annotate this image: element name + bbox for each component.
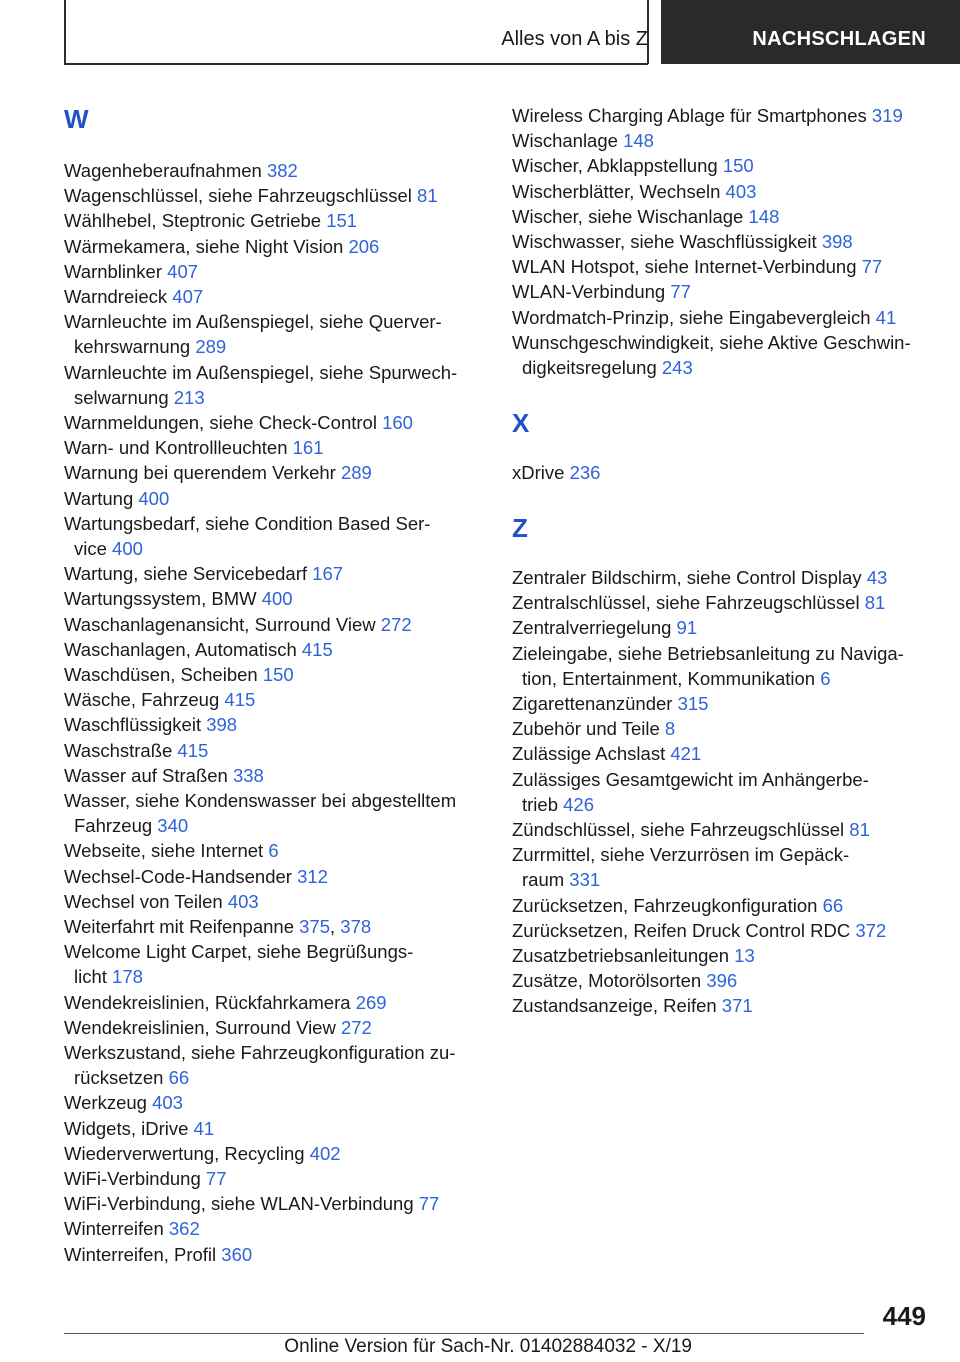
index-term: Warnleuchte im Außenspiegel, siehe Querver- — [64, 311, 442, 333]
index-entry — [64, 939, 413, 989]
index-term: Waschanlagen, Automatisch — [64, 638, 302, 660]
index-entry — [512, 254, 882, 279]
page-link[interactable]: 151 — [326, 210, 358, 232]
index-term: Zusätze, Motorölsorten — [512, 970, 707, 992]
index-entry — [512, 893, 843, 918]
index-entry — [64, 158, 298, 183]
page-link[interactable]: 77 — [418, 1193, 440, 1215]
index-entry — [64, 1166, 226, 1191]
page-link[interactable]: 150 — [262, 664, 294, 685]
index-term: Winterreifen, Profil — [64, 1243, 222, 1265]
index-term: WiFi-Verbindung — [64, 1168, 206, 1189]
index-term-continuation: vice — [74, 538, 113, 559]
page-link[interactable]: 378 — [340, 916, 372, 937]
page-link[interactable]: 372 — [855, 919, 887, 941]
index-entry — [64, 637, 333, 662]
page-link[interactable]: 315 — [677, 693, 709, 714]
index-entry — [64, 486, 169, 511]
page-link[interactable]: 400 — [138, 487, 170, 509]
page-link[interactable]: 150 — [722, 155, 754, 177]
index-entry — [64, 738, 208, 763]
page-link[interactable]: 269 — [355, 991, 387, 1013]
index-entry — [512, 716, 675, 741]
index-entry — [64, 712, 237, 737]
page-link[interactable]: 77 — [861, 256, 883, 278]
index-entry — [64, 1191, 439, 1216]
index-term: Zigarettenanzünder — [512, 693, 678, 714]
header-rule-bottom — [64, 63, 648, 65]
index-term: Webseite, siehe Internet — [64, 840, 269, 862]
page-separator: , — [330, 916, 341, 937]
index-entry — [64, 309, 442, 359]
index-term: Wunschgeschwindigkeit, siehe Aktive Geschwin- — [512, 331, 911, 353]
index-term-continuation: Fahrzeug — [74, 815, 158, 837]
index-term: Wordmatch-Prinzip, siehe Eingabevergleich — [512, 306, 876, 328]
index-term: Wartungssystem, BMW — [64, 588, 262, 610]
index-term: Zentraler Bildschirm, siehe Control Display — [512, 567, 867, 588]
page-link[interactable]: 398 — [206, 714, 238, 736]
index-entry — [512, 842, 849, 892]
index-term: Waschstraße — [64, 739, 178, 761]
page-link[interactable]: 371 — [721, 995, 753, 1017]
index-entry — [64, 1090, 183, 1115]
letter-heading-x: X — [512, 408, 530, 438]
page-link[interactable]: 272 — [380, 613, 412, 635]
index-term: Warnmeldungen, siehe Check-Control — [64, 412, 383, 433]
index-term: Zündschlüssel, siehe Fahrzeugschlüssel — [512, 819, 850, 840]
index-term: Zulässige Achslast — [512, 743, 671, 765]
page-link[interactable]: 81 — [417, 185, 438, 207]
index-term: Wartung — [64, 487, 139, 509]
index-term: Wählhebel, Steptronic Getriebe — [64, 210, 327, 232]
page-link[interactable]: 236 — [569, 462, 601, 483]
index-entry — [64, 586, 293, 611]
index-term: Welcome Light Carpet, siehe Begrüßungs- — [64, 941, 414, 963]
page-link[interactable]: 6 — [820, 667, 831, 689]
page-link[interactable]: 407 — [167, 260, 199, 282]
index-term: Zieleingabe, siehe Betriebsanleitung zu Naviga- — [512, 642, 904, 664]
header-rule-left — [64, 0, 66, 64]
index-term: Zulässiges Gesamtgewicht im Anhängerbe- — [512, 768, 869, 790]
index-entry — [512, 968, 737, 993]
page-link[interactable]: 77 — [670, 281, 691, 303]
page-link[interactable]: 43 — [866, 567, 888, 588]
index-term: Wechsel-Code-Handsender — [64, 865, 298, 887]
page-link[interactable]: 41 — [875, 306, 897, 328]
page-link[interactable]: 402 — [309, 1142, 341, 1164]
page-link[interactable]: 415 — [224, 689, 256, 711]
index-term: Wischanlage — [512, 130, 624, 152]
page-link[interactable]: 360 — [221, 1243, 253, 1265]
index-term: Wärmekamera, siehe Night Vision — [64, 235, 349, 257]
index-entry — [64, 1015, 372, 1040]
index-entry — [64, 259, 198, 284]
index-entry — [64, 864, 328, 889]
index-term: Wiederverwertung, Recycling — [64, 1142, 310, 1164]
page-link[interactable]: 289 — [195, 336, 227, 358]
index-term: Zustandsanzeige, Reifen — [512, 995, 722, 1017]
index-entry — [64, 183, 438, 208]
index-term: Winterreifen — [64, 1218, 169, 1240]
page-link[interactable]: 415 — [177, 739, 209, 761]
index-term: WLAN-Verbindung — [512, 281, 671, 303]
index-entry — [512, 305, 896, 330]
index-term: Weiterfahrt mit Reifenpanne — [64, 916, 300, 937]
index-entry — [64, 460, 372, 485]
index-term: Waschanlagenansicht, Surround View — [64, 613, 381, 635]
index-term: xDrive — [512, 462, 570, 483]
page-link[interactable]: 77 — [205, 1168, 227, 1189]
page-link[interactable]: 81 — [849, 819, 870, 840]
page-link[interactable]: 178 — [112, 966, 143, 988]
index-entry — [512, 641, 904, 691]
page-link[interactable]: 289 — [340, 462, 372, 484]
index-entry — [64, 1040, 455, 1090]
index-entry — [64, 914, 371, 939]
index-term: Warnblinker — [64, 260, 168, 282]
index-term: Werkzeug — [64, 1092, 153, 1114]
page-link[interactable]: 148 — [748, 205, 780, 227]
online-version-note: Online Version für Sach-Nr. 01402884032 - X/19 — [284, 1336, 692, 1357]
page-link[interactable]: 421 — [670, 743, 702, 765]
page-link[interactable]: 272 — [340, 1016, 372, 1038]
page-link[interactable]: 243 — [661, 357, 693, 378]
index-entry — [64, 763, 264, 788]
page-link[interactable]: 400 — [112, 538, 143, 559]
index-entry — [512, 330, 911, 380]
page-link[interactable]: 41 — [193, 1117, 215, 1139]
index-term-continuation: raum — [522, 869, 570, 891]
index-entry — [64, 990, 387, 1015]
page-link[interactable]: 362 — [168, 1218, 200, 1240]
index-term: Zusatzbetriebsanleitungen — [512, 945, 735, 966]
index-term: Wartung, siehe Servicebedarf — [64, 563, 313, 585]
index-term: Wischer, Abklappstellung — [512, 155, 723, 177]
index-entry — [512, 229, 853, 254]
page-link[interactable]: 13 — [734, 945, 755, 966]
page-link[interactable]: 403 — [152, 1092, 183, 1114]
index-term: WLAN Hotspot, siehe Internet-Verbindung — [512, 256, 862, 278]
index-term: Warnung bei querendem Verkehr — [64, 462, 341, 484]
index-term: Warn- und Kontrollleuchten — [64, 437, 293, 459]
index-entry — [64, 838, 279, 863]
index-term-continuation: licht — [74, 966, 113, 988]
index-entry — [64, 1242, 252, 1267]
chapter-label: NACHSCHLAGEN — [752, 28, 926, 50]
letter-heading-z: Z — [512, 513, 528, 543]
index-entry — [64, 1116, 214, 1141]
index-entry — [512, 741, 701, 766]
index-term-continuation: digkeitsregelung — [522, 357, 662, 378]
index-entry — [512, 204, 779, 229]
page-link[interactable]: 160 — [382, 412, 413, 433]
index-term: Zentralschlüssel, siehe Fahrzeugschlüssel — [512, 592, 865, 614]
page-link[interactable]: 206 — [348, 235, 380, 257]
page-link[interactable]: 148 — [623, 130, 654, 152]
index-entry — [512, 615, 697, 640]
page-link[interactable]: 167 — [312, 563, 344, 585]
index-term: Wagenschlüssel, siehe Fahrzeugschlüssel — [64, 185, 418, 207]
index-term: Zurücksetzen, Reifen Druck Control RDC — [512, 919, 856, 941]
index-entry — [512, 943, 755, 968]
page-link[interactable]: 312 — [297, 865, 328, 887]
index-entry — [64, 511, 430, 561]
index-entry — [64, 612, 412, 637]
page-link[interactable]: 375 — [299, 916, 331, 937]
index-entry — [64, 687, 255, 712]
index-entry — [64, 1216, 200, 1241]
index-term: Zentralverriegelung — [512, 617, 677, 639]
index-entry — [512, 767, 869, 817]
index-term-continuation: kehrswarnung — [74, 336, 196, 358]
index-entry — [64, 234, 379, 259]
index-term: Wischwasser, siehe Waschflüssigkeit — [512, 231, 822, 252]
index-term: Werkszustand, siehe Fahrzeugkonfiguration zu- — [64, 1042, 456, 1063]
index-entry — [64, 284, 203, 309]
index-term: Zurrmittel, siehe Verzurrösen im Gepäck- — [512, 844, 850, 866]
index-entry — [512, 128, 654, 153]
page-link[interactable]: 319 — [871, 105, 903, 126]
page-link[interactable]: 398 — [821, 231, 853, 252]
section-title: Alles von A bis Z — [501, 28, 648, 50]
index-term: Wäsche, Fahrzeug — [64, 689, 225, 711]
index-term: Wagenheberaufnahmen — [64, 160, 267, 181]
footer-rule — [64, 1333, 864, 1334]
index-term: Widgets, iDrive — [64, 1117, 194, 1139]
index-entry — [512, 993, 753, 1018]
index-entry — [512, 590, 885, 615]
page-link[interactable]: 161 — [292, 437, 324, 459]
index-entry — [64, 435, 324, 460]
index-term: Wartungsbedarf, siehe Condition Based Ser- — [64, 512, 431, 534]
page-link[interactable]: 396 — [706, 970, 738, 992]
index-entry — [64, 410, 413, 435]
chapter-tab[interactable] — [661, 0, 960, 64]
page-link[interactable]: 331 — [569, 869, 601, 891]
letter-heading-w: W — [64, 104, 89, 134]
page-link[interactable]: 213 — [173, 386, 205, 408]
page-link[interactable]: 66 — [822, 894, 844, 916]
page-link[interactable]: 66 — [168, 1067, 190, 1089]
page-link[interactable]: 400 — [261, 588, 293, 610]
index-term: Wischer, siehe Wischanlage — [512, 205, 749, 227]
index-term: Wendekreislinien, Rückfahrkamera — [64, 991, 356, 1013]
page-link[interactable]: 403 — [725, 180, 757, 202]
page-link[interactable]: 6 — [268, 840, 279, 862]
index-entry — [512, 103, 903, 128]
index-entry — [512, 691, 708, 716]
index-entry — [64, 208, 357, 233]
page-link[interactable]: 81 — [864, 592, 886, 614]
index-entry — [64, 662, 294, 687]
page-link[interactable]: 338 — [232, 764, 264, 786]
index-term: Wechsel von Teilen — [64, 890, 228, 912]
index-term-continuation: rücksetzen — [74, 1067, 169, 1089]
page-link[interactable]: 426 — [563, 793, 595, 815]
index-term-continuation: tion, Entertainment, Kommunikation — [522, 667, 821, 689]
index-entry — [512, 153, 754, 178]
index-term: Warnleuchte im Außenspiegel, siehe Spurwech- — [64, 361, 458, 383]
index-entry — [64, 889, 259, 914]
page-link[interactable]: 403 — [227, 890, 259, 912]
index-term: Wasser auf Straßen — [64, 764, 233, 786]
index-term: Waschflüssigkeit — [64, 714, 207, 736]
index-entry — [512, 918, 886, 943]
page-number: 449 — [882, 1301, 926, 1331]
page-link[interactable]: 340 — [157, 815, 189, 837]
index-entry — [64, 360, 457, 410]
page-link[interactable]: 407 — [172, 286, 204, 307]
index-term: Warndreieck — [64, 286, 173, 307]
index-entry — [512, 460, 600, 485]
index-term: Wendekreislinien, Surround View — [64, 1016, 341, 1038]
index-entry — [512, 179, 756, 204]
page-link[interactable]: 8 — [664, 718, 676, 740]
index-entry — [64, 561, 343, 586]
index-term: Zubehör und Teile — [512, 718, 665, 740]
page-link[interactable]: 91 — [676, 617, 698, 639]
index-term: Waschdüsen, Scheiben — [64, 664, 263, 685]
index-term-continuation: trieb — [522, 793, 564, 815]
page-link[interactable]: 415 — [301, 638, 333, 660]
index-entry — [64, 788, 456, 838]
index-term-continuation: selwarnung — [74, 386, 174, 408]
index-term: Wireless Charging Ablage für Smartphones — [512, 105, 872, 126]
index-term: WiFi-Verbindung, siehe WLAN-Verbindung — [64, 1193, 419, 1215]
index-term: Zurücksetzen, Fahrzeugkonfiguration — [512, 894, 823, 916]
index-entry — [512, 565, 887, 590]
index-term: Wasser, siehe Kondenswasser bei abgestelltem — [64, 790, 457, 811]
index-entry — [512, 817, 870, 842]
index-entry — [64, 1141, 341, 1166]
index-entry — [512, 279, 691, 304]
page-link[interactable]: 382 — [266, 160, 298, 181]
index-term: Wischerblätter, Wechseln — [512, 180, 726, 202]
